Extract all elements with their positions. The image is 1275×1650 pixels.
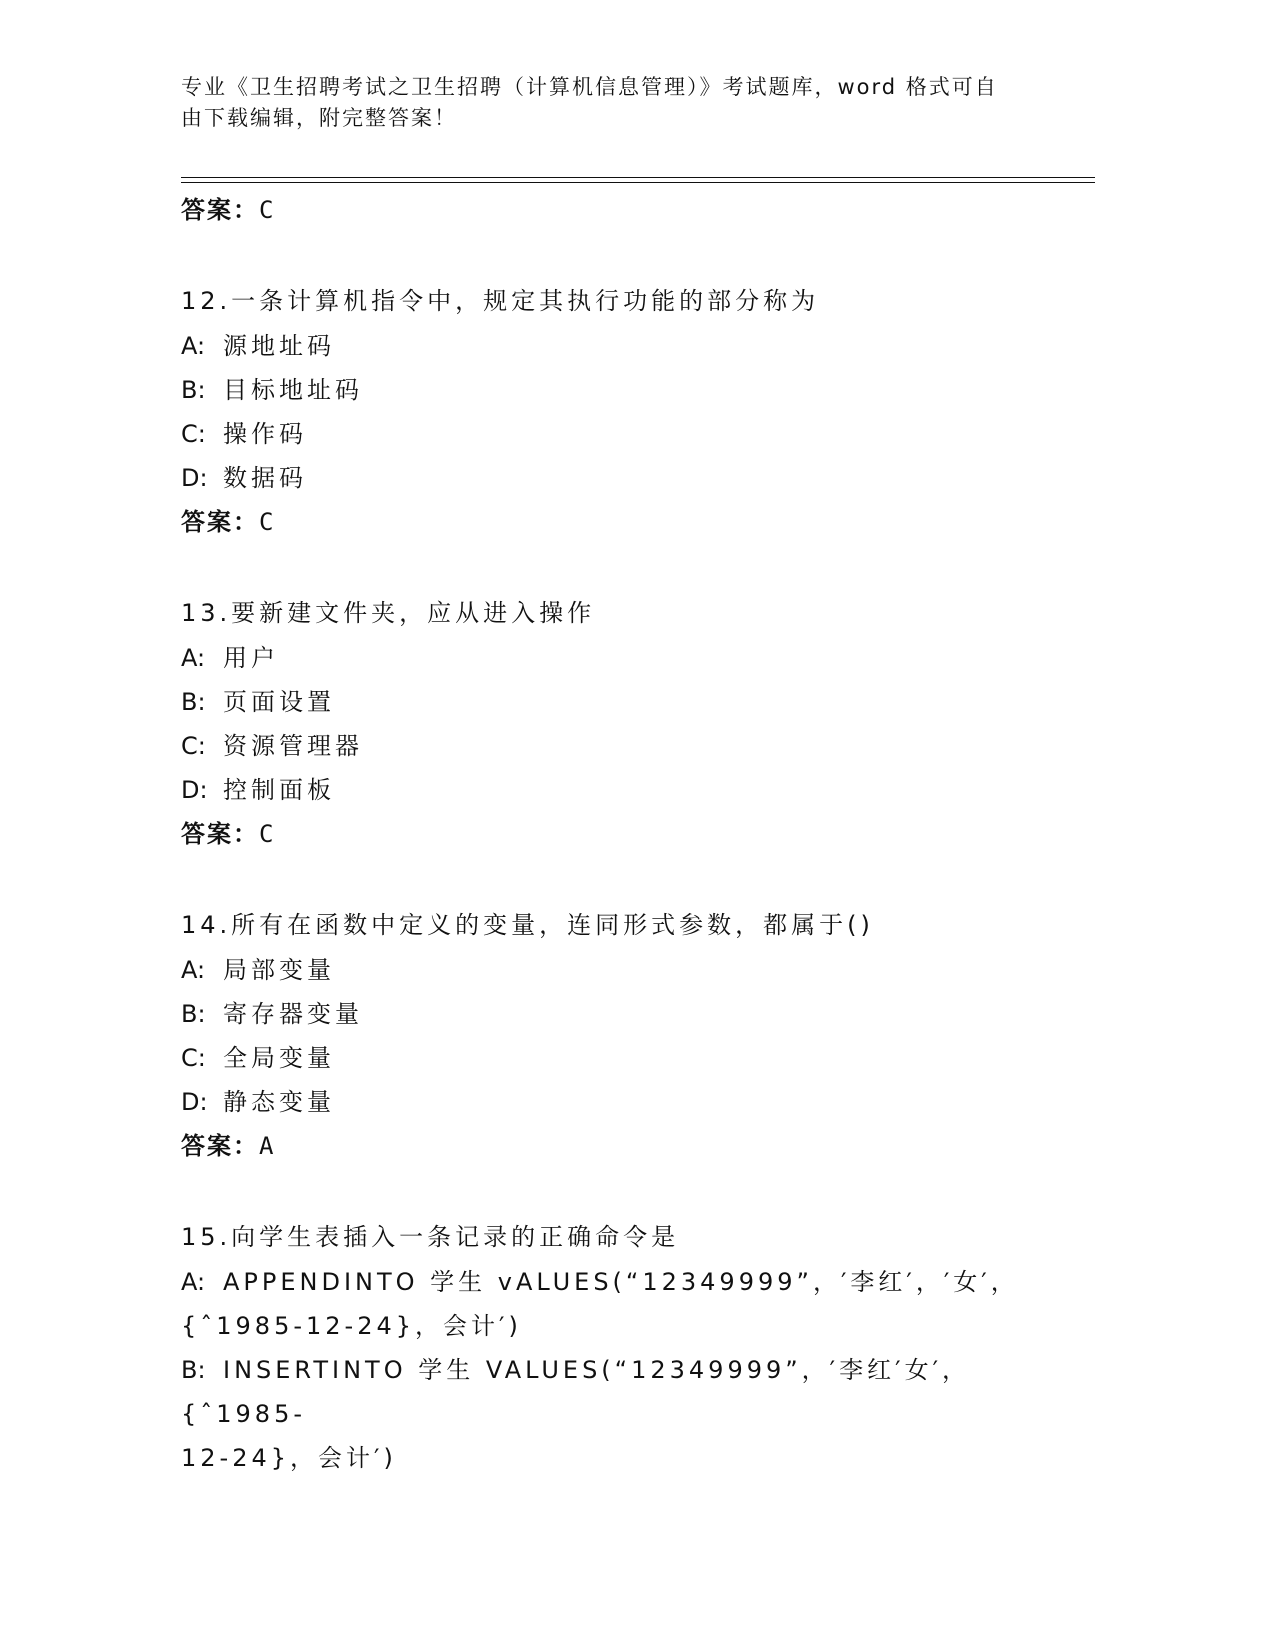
question-14 [181,903,1061,1168]
option-label: B: [181,688,206,716]
header-line-1: 专业《卫生招聘考试之卫生招聘（计算机信息管理）》考试题库，word 格式可自 [181,75,998,99]
option-text: 数据码 [223,464,307,492]
option-c [181,724,1061,768]
question-title: 13.要新建文件夹，应从进入操作 [181,599,596,627]
option-b [181,1348,1061,1480]
option-label: C: [181,732,206,760]
header-line-2: 由下载编辑，附完整答案！ [181,106,457,130]
option-b [181,992,1061,1036]
option-label: C: [181,1044,206,1072]
question-13 [181,591,1061,856]
answer-value: C [259,820,276,848]
answer-value: C [259,508,276,536]
option-text: 资源管理器 [223,732,363,760]
option-text: 全局变量 [223,1044,335,1072]
option-d [181,768,1061,812]
option-label: B: [181,376,206,404]
option-label: B: [181,1000,206,1028]
option-text: 局部变量 [223,956,335,984]
option-a [181,1260,1061,1348]
question-list [181,188,1061,1480]
header-divider-bottom [181,182,1095,183]
question-title: 14.所有在函数中定义的变量，连同形式参数，都属于() [181,911,874,939]
answer-line [181,500,1061,544]
option-label: D: [181,776,208,804]
answer-label: 答案： [181,820,259,848]
option-b [181,680,1061,724]
option-text-line-1: APPENDINTO 学生 vALUES(“12349999”，′李红′，′女′， [223,1268,1019,1296]
option-text: 源地址码 [223,332,335,360]
option-c [181,1036,1061,1080]
answer-line [181,812,1061,856]
option-text-line-1: INSERTINTO 学生 VALUES(“12349999”，′李红′女′，{ˆ1985- [181,1356,971,1428]
answer-line [181,1124,1061,1168]
question-15 [181,1215,1061,1480]
option-label: D: [181,464,208,492]
option-c [181,412,1061,456]
option-label: B: [181,1356,206,1384]
answer-label: 答案： [181,1132,259,1160]
option-text: 寄存器变量 [223,1000,363,1028]
option-label: A: [181,956,206,984]
option-d [181,1080,1061,1124]
option-a [181,948,1061,992]
answer-line [181,188,1061,232]
answer-value: A [259,1132,276,1160]
question-title: 15.向学生表插入一条记录的正确命令是 [181,1223,680,1251]
question-12 [181,279,1061,544]
option-a [181,636,1061,680]
option-text: 静态变量 [223,1088,335,1116]
option-d [181,456,1061,500]
question-title: 12.一条计算机指令中，规定其执行功能的部分称为 [181,287,820,315]
option-label: A: [181,644,206,672]
option-text: 目标地址码 [223,376,363,404]
answer-label: 答案： [181,508,259,536]
option-label: A: [181,1268,206,1296]
option-text-line-2: {ˆ1985-12-24}，会计′) [181,1312,522,1340]
header-divider-top [181,177,1095,178]
document-header [181,72,1041,134]
option-a [181,324,1061,368]
option-text-line-2: 12-24}，会计′) [181,1444,397,1472]
option-text: 用户 [223,644,279,672]
option-label: A: [181,332,206,360]
option-b [181,368,1061,412]
option-label: D: [181,1088,208,1116]
option-text: 控制面板 [223,776,335,804]
option-text: 操作码 [223,420,307,448]
option-text: 页面设置 [223,688,335,716]
answer-value: C [259,196,276,224]
answer-label: 答案： [181,196,259,224]
option-label: C: [181,420,206,448]
